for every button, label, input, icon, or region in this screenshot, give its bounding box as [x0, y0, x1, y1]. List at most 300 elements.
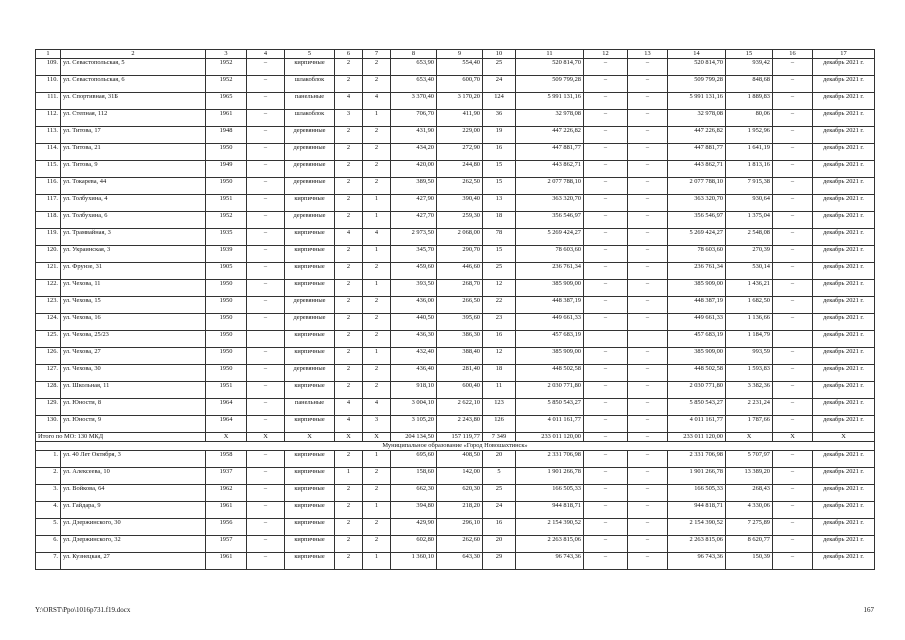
address-cell: ул. Толбухина, 6 — [61, 212, 206, 229]
table-cell: – — [584, 161, 628, 178]
row-number-cell: 2. — [36, 468, 61, 485]
table-cell: 395,60 — [437, 314, 483, 331]
table-cell: 266,50 — [437, 297, 483, 314]
section-title: Муниципальное образование «Город Новошахтинск» — [36, 442, 875, 451]
table-cell: декабрь 2021 г. — [813, 536, 875, 553]
table-cell: – — [584, 93, 628, 110]
table-cell: 695,60 — [391, 451, 437, 468]
table-cell: 520 814,70 — [668, 59, 726, 76]
table-cell: 1 — [363, 195, 391, 212]
address-cell: ул. Войкова, 64 — [61, 485, 206, 502]
table-cell: 1951 — [206, 195, 247, 212]
table-cell: 1 — [363, 348, 391, 365]
address-cell: ул. Кузнецкая, 27 — [61, 553, 206, 570]
table-cell: 1949 — [206, 161, 247, 178]
table-cell: 429,90 — [391, 519, 437, 536]
table-row — [36, 485, 875, 502]
table-cell: 268,70 — [437, 280, 483, 297]
table-cell: кирпичные — [285, 59, 335, 76]
table-cell: – — [773, 485, 813, 502]
table-cell: – — [773, 348, 813, 365]
total-cell: X — [726, 433, 773, 442]
table-cell: декабрь 2021 г. — [813, 502, 875, 519]
table-cell: – — [247, 195, 285, 212]
table-cell: 5 991 131,16 — [516, 93, 584, 110]
table-cell: – — [584, 502, 628, 519]
table-cell: 1939 — [206, 246, 247, 263]
total-cell: 204 134,50 — [391, 433, 437, 442]
table-cell: – — [773, 212, 813, 229]
table-cell: – — [628, 382, 668, 399]
table-cell: – — [773, 229, 813, 246]
table-cell: 520 814,70 — [516, 59, 584, 76]
table-cell: 1 593,83 — [726, 365, 773, 382]
table-row — [36, 195, 875, 212]
table-cell: – — [584, 348, 628, 365]
table-cell: – — [247, 212, 285, 229]
table-cell: 1951 — [206, 382, 247, 399]
total-cell: X — [285, 433, 335, 442]
row-number-cell: 109. — [36, 59, 61, 76]
table-cell: 2 — [363, 485, 391, 502]
table-cell: 2 — [335, 76, 363, 93]
table-cell: – — [628, 280, 668, 297]
table-row — [36, 536, 875, 553]
table-cell: 2 — [335, 297, 363, 314]
column-number-cell: 8 — [391, 50, 437, 59]
table-cell: – — [628, 110, 668, 127]
table-cell: – — [247, 314, 285, 331]
table-cell: 411,90 — [437, 110, 483, 127]
table-cell: 356 546,97 — [668, 212, 726, 229]
table-cell: 620,30 — [437, 485, 483, 502]
row-number-cell: 129. — [36, 399, 61, 416]
table-row — [36, 416, 875, 433]
table-cell: 1961 — [206, 502, 247, 519]
address-cell: ул. Юности, 8 — [61, 399, 206, 416]
table-cell: 345,70 — [391, 246, 437, 263]
table-cell: – — [584, 246, 628, 263]
table-cell: 1964 — [206, 416, 247, 433]
table-cell: 272,90 — [437, 144, 483, 161]
table-cell: 268,43 — [726, 485, 773, 502]
table-cell: 509 799,28 — [668, 76, 726, 93]
table-cell: 2 331 706,98 — [516, 451, 584, 468]
table-cell: 1950 — [206, 348, 247, 365]
table-cell: 1 375,04 — [726, 212, 773, 229]
table-cell: деревянные — [285, 178, 335, 195]
table-cell: 15 — [483, 161, 516, 178]
row-number-cell: 7. — [36, 553, 61, 570]
table-cell: – — [247, 416, 285, 433]
table-cell: 96 743,36 — [516, 553, 584, 570]
table-cell: 408,50 — [437, 451, 483, 468]
row-number-cell: 118. — [36, 212, 61, 229]
table-cell: – — [584, 365, 628, 382]
table-cell: 5 850 543,27 — [668, 399, 726, 416]
table-cell: декабрь 2021 г. — [813, 348, 875, 365]
table-cell: 385 909,00 — [516, 280, 584, 297]
table-cell: шлакоблок — [285, 76, 335, 93]
table-cell: 363 320,70 — [668, 195, 726, 212]
table-cell: декабрь 2021 г. — [813, 76, 875, 93]
table-cell: – — [247, 263, 285, 280]
table-cell: декабрь 2021 г. — [813, 59, 875, 76]
table-cell: 385 909,00 — [668, 280, 726, 297]
table-cell: 2 — [335, 451, 363, 468]
table-cell: – — [773, 297, 813, 314]
table-row — [36, 59, 875, 76]
table-row — [36, 144, 875, 161]
table-cell: – — [773, 110, 813, 127]
row-number-cell: 124. — [36, 314, 61, 331]
table-cell: 7 275,89 — [726, 519, 773, 536]
table-cell: 2 548,08 — [726, 229, 773, 246]
table-cell: 13 389,20 — [726, 468, 773, 485]
table-cell: 643,30 — [437, 553, 483, 570]
table-cell: 2 331 706,98 — [668, 451, 726, 468]
table-cell: 166 505,33 — [516, 485, 584, 502]
table-cell: – — [773, 144, 813, 161]
table-cell: 449 661,33 — [516, 314, 584, 331]
table-cell: 436,30 — [391, 331, 437, 348]
table-cell: 1964 — [206, 399, 247, 416]
address-cell: ул. 40 Лет Октября, 3 — [61, 451, 206, 468]
total-cell: 233 011 120,00 — [668, 433, 726, 442]
table-cell: – — [773, 365, 813, 382]
table-cell: 2 — [335, 127, 363, 144]
table-cell: 848,68 — [726, 76, 773, 93]
table-cell: 2 — [335, 382, 363, 399]
table-cell: 4 — [335, 416, 363, 433]
table-cell: 96 743,36 — [668, 553, 726, 570]
column-number-cell: 3 — [206, 50, 247, 59]
table-cell: 3 170,20 — [437, 93, 483, 110]
table-cell: 1 184,79 — [726, 331, 773, 348]
table-cell: 431,90 — [391, 127, 437, 144]
table-cell: 16 — [483, 331, 516, 348]
table-row — [36, 246, 875, 263]
address-cell: ул. Украинская, 3 — [61, 246, 206, 263]
table-cell: 25 — [483, 59, 516, 76]
table-cell: 12 — [483, 280, 516, 297]
table-cell: – — [584, 314, 628, 331]
address-cell: ул. Спортивная, 31Б — [61, 93, 206, 110]
table-cell: декабрь 2021 г. — [813, 127, 875, 144]
table-cell: панельные — [285, 399, 335, 416]
table-cell: 1 136,66 — [726, 314, 773, 331]
table-cell: 436,40 — [391, 365, 437, 382]
total-cell: – — [584, 433, 628, 442]
table-cell: – — [584, 178, 628, 195]
column-number-cell: 6 — [335, 50, 363, 59]
table-cell: – — [628, 161, 668, 178]
table-cell: 1950 — [206, 331, 247, 348]
table-cell: 602,80 — [391, 536, 437, 553]
table-row — [36, 161, 875, 178]
table-cell: кирпичные — [285, 195, 335, 212]
table-cell: 142,00 — [437, 468, 483, 485]
table-cell: – — [628, 365, 668, 382]
row-number-cell: 5. — [36, 519, 61, 536]
table-cell: 389,50 — [391, 178, 437, 195]
table-cell: 22 — [483, 297, 516, 314]
table-cell: – — [247, 229, 285, 246]
table-cell: – — [247, 76, 285, 93]
table-cell: 447 881,77 — [516, 144, 584, 161]
table-cell: 448 387,19 — [516, 297, 584, 314]
table-cell: 1 641,19 — [726, 144, 773, 161]
table-cell: 2 — [335, 263, 363, 280]
page-number: 167 — [863, 606, 874, 614]
table-cell: 32 978,08 — [516, 110, 584, 127]
row-number-cell: 125. — [36, 331, 61, 348]
table-cell: 2 — [335, 502, 363, 519]
table-cell: 25 — [483, 485, 516, 502]
table-cell: – — [628, 127, 668, 144]
table-cell: 2 — [363, 127, 391, 144]
table-cell: 2 — [363, 59, 391, 76]
table-cell: кирпичные — [285, 229, 335, 246]
table-cell: – — [628, 229, 668, 246]
table-cell: – — [773, 451, 813, 468]
table-cell: 236 761,34 — [668, 263, 726, 280]
address-cell: ул. Севастопольская, 5 — [61, 59, 206, 76]
table-cell: 4 330,06 — [726, 502, 773, 519]
table-cell: 2 — [335, 212, 363, 229]
table-cell: 15 — [483, 246, 516, 263]
total-cell: 157 119,77 — [437, 433, 483, 442]
table-cell: – — [584, 110, 628, 127]
address-cell: ул. Севастопольская, 6 — [61, 76, 206, 93]
table-cell: 449 661,33 — [668, 314, 726, 331]
table-cell: – — [247, 127, 285, 144]
table-cell: 126 — [483, 416, 516, 433]
table-cell: – — [628, 502, 668, 519]
table-cell: 2 154 390,52 — [516, 519, 584, 536]
table-cell: – — [584, 263, 628, 280]
table-cell: 78 — [483, 229, 516, 246]
row-number-cell: 111. — [36, 93, 61, 110]
table-cell: 1965 — [206, 93, 247, 110]
table-cell: 3 — [363, 416, 391, 433]
table-cell: – — [628, 536, 668, 553]
table-cell: декабрь 2021 г. — [813, 297, 875, 314]
table-cell: 1935 — [206, 229, 247, 246]
address-cell: ул. Дзержинского, 32 — [61, 536, 206, 553]
table-cell: 262,50 — [437, 178, 483, 195]
table-cell: декабрь 2021 г. — [813, 280, 875, 297]
table-cell: 2 — [335, 59, 363, 76]
table-cell: – — [247, 246, 285, 263]
table-cell: 459,60 — [391, 263, 437, 280]
table-cell: – — [773, 93, 813, 110]
table-cell: – — [628, 416, 668, 433]
table-cell: – — [247, 161, 285, 178]
table-cell: декабрь 2021 г. — [813, 416, 875, 433]
table-cell: – — [773, 127, 813, 144]
table-cell: – — [584, 59, 628, 76]
table-cell: – — [773, 178, 813, 195]
table-cell: 600,40 — [437, 382, 483, 399]
table-cell: 2 — [363, 76, 391, 93]
column-number-cell: 10 — [483, 50, 516, 59]
table-cell: 36 — [483, 110, 516, 127]
total-cell: X — [335, 433, 363, 442]
table-cell: – — [773, 519, 813, 536]
address-cell: ул. Чехова, 11 — [61, 280, 206, 297]
table-cell: 653,40 — [391, 76, 437, 93]
table-cell: 2 — [363, 314, 391, 331]
table-cell: 385 909,00 — [668, 348, 726, 365]
table-cell: 32 978,08 — [668, 110, 726, 127]
table-cell: кирпичные — [285, 331, 335, 348]
table-cell: – — [773, 195, 813, 212]
table-cell: декабрь 2021 г. — [813, 382, 875, 399]
table-cell: 1952 — [206, 212, 247, 229]
table-cell: 2 — [335, 348, 363, 365]
table-cell: деревянные — [285, 365, 335, 382]
table-cell: 600,70 — [437, 76, 483, 93]
table-cell: декабрь 2021 г. — [813, 144, 875, 161]
total-cell: X — [363, 433, 391, 442]
row-number-cell: 115. — [36, 161, 61, 178]
table-cell: – — [584, 519, 628, 536]
total-cell: X — [247, 433, 285, 442]
table-cell: 2 — [363, 382, 391, 399]
table-cell: 2 — [335, 280, 363, 297]
address-cell: ул. Чехова, 30 — [61, 365, 206, 382]
table-row — [36, 297, 875, 314]
table-cell: – — [247, 59, 285, 76]
table-row — [36, 93, 875, 110]
table-cell: 1 — [363, 110, 391, 127]
table-cell: 436,00 — [391, 297, 437, 314]
column-number-cell: 16 — [773, 50, 813, 59]
table-cell: 1 813,16 — [726, 161, 773, 178]
table-cell: 20 — [483, 451, 516, 468]
address-cell: ул. Титова, 17 — [61, 127, 206, 144]
table-row — [36, 110, 875, 127]
table-cell: – — [628, 314, 668, 331]
table-cell: декабрь 2021 г. — [813, 93, 875, 110]
table-cell: 393,50 — [391, 280, 437, 297]
table-cell: – — [584, 297, 628, 314]
row-number-cell: 130. — [36, 416, 61, 433]
table-cell: – — [773, 280, 813, 297]
table-cell: кирпичные — [285, 519, 335, 536]
table-cell: 2 — [335, 178, 363, 195]
table-cell: 1 — [363, 553, 391, 570]
table-cell: 1937 — [206, 468, 247, 485]
table-cell: 5 — [483, 468, 516, 485]
table-cell: 2 — [335, 331, 363, 348]
table-row — [36, 468, 875, 485]
table-cell: 2 154 390,52 — [668, 519, 726, 536]
table-cell: 1 436,21 — [726, 280, 773, 297]
table-row — [36, 365, 875, 382]
table-cell: 448 502,58 — [668, 365, 726, 382]
section-title-row — [36, 442, 875, 451]
footer-file-path: Y:\ORST\Ppo\1016p731.f19.docx — [35, 606, 131, 614]
table-cell: 24 — [483, 502, 516, 519]
table-cell: – — [773, 161, 813, 178]
table-cell: 1 682,50 — [726, 297, 773, 314]
column-number-cell: 1 — [36, 50, 61, 59]
table-cell: 296,10 — [437, 519, 483, 536]
table-cell: 236 761,34 — [516, 263, 584, 280]
table-cell: 390,40 — [437, 195, 483, 212]
table-cell: 1957 — [206, 536, 247, 553]
row-number-cell: 117. — [36, 195, 61, 212]
table-cell: 427,70 — [391, 212, 437, 229]
row-number-cell: 126. — [36, 348, 61, 365]
table-cell: 80,06 — [726, 110, 773, 127]
table-cell: – — [584, 127, 628, 144]
column-number-cell: 11 — [516, 50, 584, 59]
table-cell: – — [247, 536, 285, 553]
column-number-cell: 12 — [584, 50, 628, 59]
table-cell: – — [628, 178, 668, 195]
table-cell: 1 — [363, 212, 391, 229]
table-row — [36, 519, 875, 536]
table-cell: 2 — [363, 519, 391, 536]
table-row — [36, 451, 875, 468]
table-cell: 23 — [483, 314, 516, 331]
address-cell: ул. Трамвайная, 3 — [61, 229, 206, 246]
table-cell: – — [247, 93, 285, 110]
table-cell: 440,50 — [391, 314, 437, 331]
table-cell: 25 — [483, 263, 516, 280]
table-cell: 2 068,00 — [437, 229, 483, 246]
table-cell: 3 105,20 — [391, 416, 437, 433]
table-cell: 509 799,28 — [516, 76, 584, 93]
table-cell: 2 — [363, 536, 391, 553]
column-number-cell: 5 — [285, 50, 335, 59]
table-cell: 1956 — [206, 519, 247, 536]
table-cell: – — [628, 212, 668, 229]
table-cell: декабрь 2021 г. — [813, 314, 875, 331]
table-cell: 356 546,97 — [516, 212, 584, 229]
table-cell: декабрь 2021 г. — [813, 365, 875, 382]
table-cell: деревянные — [285, 161, 335, 178]
table-cell: – — [773, 399, 813, 416]
table-cell: 2 243,80 — [437, 416, 483, 433]
table-cell: 530,14 — [726, 263, 773, 280]
table-cell: 2 — [335, 314, 363, 331]
table-cell: 1950 — [206, 178, 247, 195]
row-number-cell: 127. — [36, 365, 61, 382]
table-cell: 20 — [483, 536, 516, 553]
table-row — [36, 178, 875, 195]
table-cell: – — [628, 144, 668, 161]
table-cell: 24 — [483, 76, 516, 93]
row-number-cell: 3. — [36, 485, 61, 502]
table-cell: – — [247, 280, 285, 297]
table-row — [36, 127, 875, 144]
table-cell: 1950 — [206, 297, 247, 314]
table-cell: – — [628, 76, 668, 93]
table-cell: декабрь 2021 г. — [813, 229, 875, 246]
row-number-cell: 123. — [36, 297, 61, 314]
table-cell: 4 — [335, 399, 363, 416]
table-cell: 1 360,10 — [391, 553, 437, 570]
table-cell: 944 818,71 — [668, 502, 726, 519]
row-number-cell: 110. — [36, 76, 61, 93]
table-cell: 447 881,77 — [668, 144, 726, 161]
table-cell: 281,40 — [437, 365, 483, 382]
housing-register-table — [35, 49, 875, 570]
